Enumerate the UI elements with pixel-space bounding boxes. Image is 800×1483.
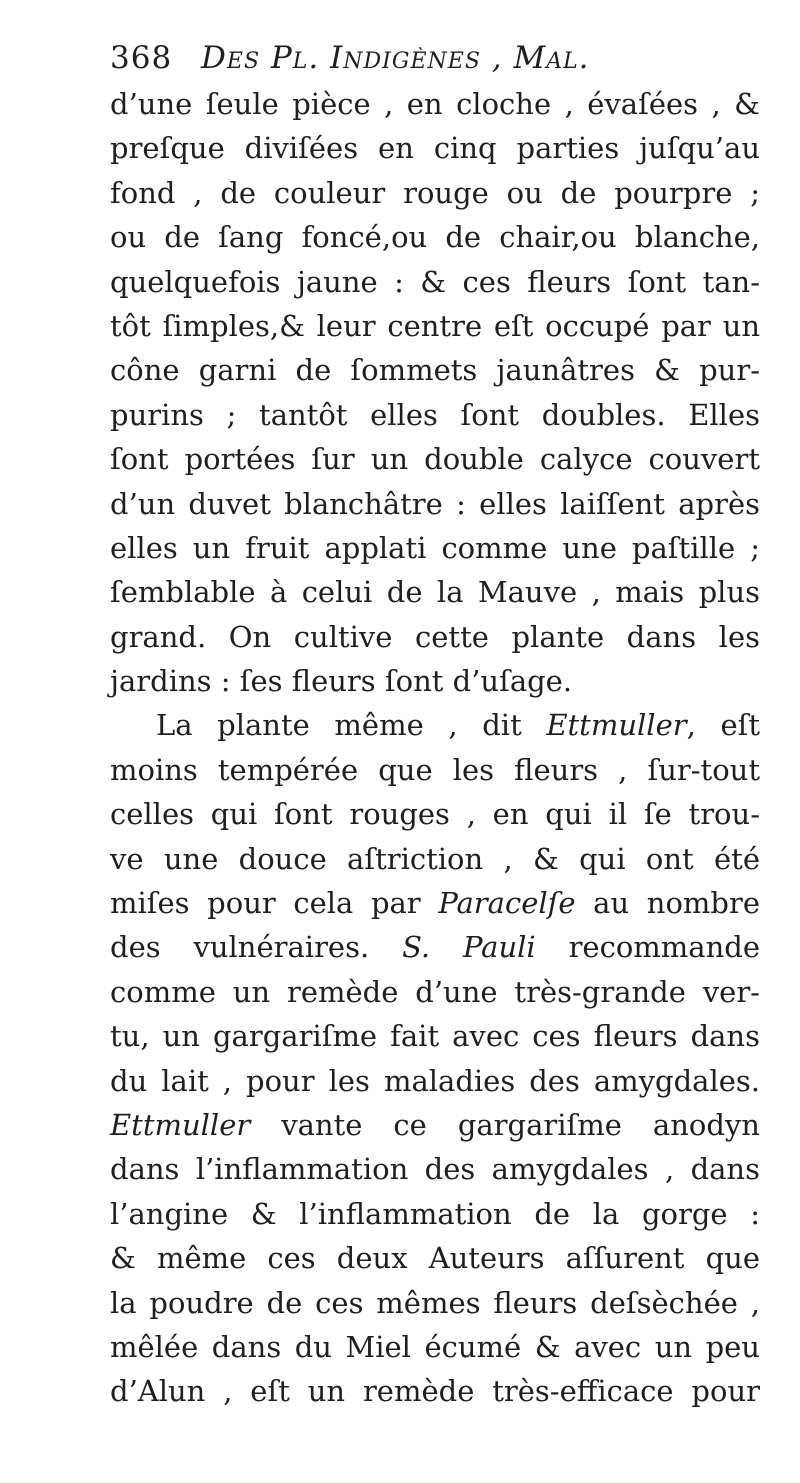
text-line: dans l’inflammation des amygdales , dans: [110, 1152, 760, 1187]
body-text: [110, 82, 760, 1414]
paragraph-start-line: [110, 703, 760, 747]
text-line: moins tempérée que les fleurs , ſur-tout: [110, 752, 760, 787]
text-line: elles un fruit applati comme une paſtille ;: [110, 530, 760, 565]
text-line: [110, 925, 760, 969]
paragraph-end-line: jardins : ſes fleurs ſont d’uſage.: [110, 664, 573, 699]
page-number: 368: [110, 40, 173, 76]
line-text: miſes pour cela par: [110, 886, 439, 921]
text-line: comme un remède d’une très-grande ver-: [110, 974, 760, 1009]
text-line: celles qui ſont rouges , en qui il ſe trou-: [110, 797, 760, 832]
author-name-ettmuller: Ettmuller: [110, 1107, 251, 1142]
text-line: ſont portées ſur un double calyce couvert: [110, 442, 760, 477]
author-name-paracelse: Paracelſe: [438, 886, 576, 921]
text-line: fond , de couleur rouge ou de pourpre ;: [110, 175, 760, 210]
text-line: la poudre de ces mêmes fleurs deſsèchée ,: [110, 1285, 760, 1320]
text-line: cône garni de ſommets jaunâtres & pur-: [110, 353, 760, 388]
text-line: mêlée dans du Miel écumé & avec un peu: [110, 1329, 760, 1364]
line-text-tail: recommande: [535, 930, 760, 965]
line-text-tail: vante ce gargariſme anodyn: [250, 1107, 760, 1142]
text-line: tu, un gargariſme fait avec ces fleurs dans: [110, 1019, 760, 1054]
text-line: du lait , pour les maladies des amygdales.: [110, 1063, 760, 1098]
text-line: d’Alun , eſt un remède très-efficace pour: [110, 1374, 760, 1409]
text-line: d’un duvet blanchâtre : elles laiſſent après: [110, 486, 760, 521]
text-line: purins ; tantôt elles ſont doubles. Elles: [110, 397, 760, 432]
text-line: quelquefois jaune : & ces fleurs ſont tan-: [110, 264, 760, 299]
text-line: [110, 881, 760, 925]
text-line: ve une douce aſtriction , & qui ont été: [110, 841, 760, 876]
text-line: [110, 1103, 760, 1147]
line-text: La plante même , dit: [156, 708, 547, 743]
text-line: l’angine & l’inflammation de la gorge :: [110, 1196, 760, 1231]
text-line: & même ces deux Auteurs aſſurent que: [110, 1241, 760, 1276]
text-line: d’une ſeule pièce , en cloche , évaſées , &: [110, 87, 760, 121]
author-name-ettmuller: Ettmuller: [546, 708, 687, 743]
line-text-tail: au nombre: [575, 886, 760, 921]
text-line: ou de ſang foncé,ou de chair,ou blanche,: [110, 220, 760, 255]
running-head-title: Des Pl. Indigènes , Mal.: [201, 40, 590, 76]
text-line: preſque diviſées en cinq parties juſqu’au: [110, 131, 760, 166]
text-line: grand. On cultive cette plante dans les: [110, 619, 760, 654]
author-name-s-pauli: S. Pauli: [402, 930, 536, 965]
running-head: [110, 38, 760, 82]
text-line: tôt ſimples,& leur centre eſt occupé par un: [110, 308, 760, 343]
text-line: ſemblable à celui de la Mauve , mais plus: [110, 575, 760, 610]
line-text: des vulnéraires.: [110, 930, 403, 965]
line-text-tail: , eſt: [686, 708, 760, 743]
